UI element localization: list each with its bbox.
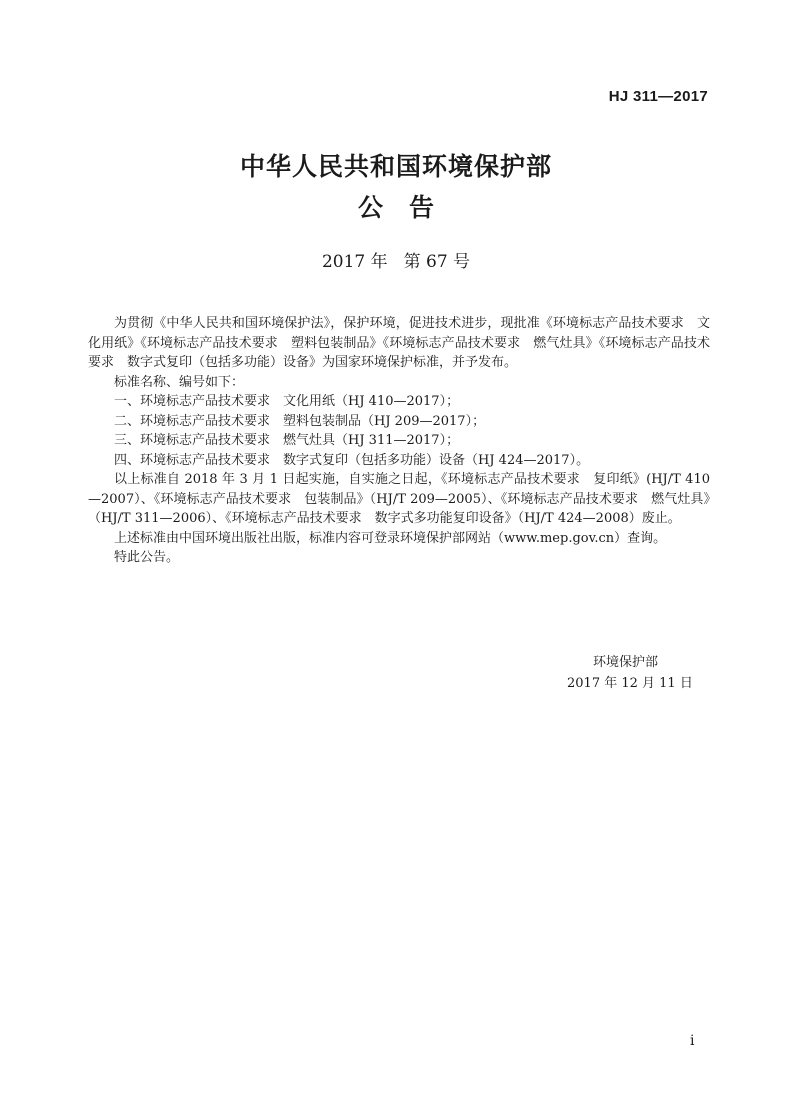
standard-code: HJ 311—2017 xyxy=(608,88,708,105)
issue-sequence: 第 67 号 xyxy=(403,252,471,272)
paragraph-list-intro: 标准名称、编号如下： xyxy=(114,374,245,390)
paragraph-effective-date: 以上标准自 2018 年 3 月 1 日起实施，自实施之日起，《环境标志产品技术要求 复印纸》(HJ/T 410—2007）、《环境标志产品技术要求 包装制品》（HJ/T 209—2005）、《环境标志产品技术要求 燃气灶具》（HJ/T 311—2006）、《环境标志产品技术要求 数字式多功能复印设备》（HJ/T 424—2008）废止。 xyxy=(88,472,710,526)
ministry-title: 中华人民共和国环境保护部 xyxy=(239,152,552,181)
signing-date: 2017 年 12 月 11 日 xyxy=(567,676,693,691)
signature-block xyxy=(560,652,720,694)
page-number: i xyxy=(690,1033,695,1049)
paragraph-publication: 上述标准由中国环境出版社出版，标准内容可登录环境保护部网站（www.mep.gov.cn）查询。 xyxy=(114,530,667,546)
list-item: 三、环境标志产品技术要求 燃气灶具（HJ 311—2017）； xyxy=(114,433,460,448)
signing-organization: 环境保护部 xyxy=(593,655,659,670)
paragraph-closing: 特此公告。 xyxy=(114,550,180,565)
issue-number xyxy=(0,247,792,272)
notice-title-char-2: 告 xyxy=(409,193,435,222)
issue-year: 2017 年 xyxy=(321,252,388,272)
list-item: 二、环境标志产品技术要求 塑料包装制品（HJ 209—2017）； xyxy=(114,413,486,429)
notice-body xyxy=(88,314,710,568)
notice-title-char-1: 公 xyxy=(357,193,383,222)
paragraph-approval: 为贯彻《中华人民共和国环境保护法》，保护环境，促进技术进步，现批准《环境标志产品技术要求 文化用纸》《环境标志产品技术要求 塑料包装制品》《环境标志产品技术要求 燃气灶具》《环境标志产品技术要求 数字式复印（包括多功能）设备》为国家环境保护标准，并予发布。 xyxy=(88,316,710,370)
list-item: 一、环境标志产品技术要求 文化用纸（HJ 410—2017）； xyxy=(114,394,460,409)
notice-title xyxy=(0,188,792,224)
list-item: 四、环境标志产品技术要求 数字式复印（包括多功能）设备（HJ 424—2017）。 xyxy=(114,452,590,468)
